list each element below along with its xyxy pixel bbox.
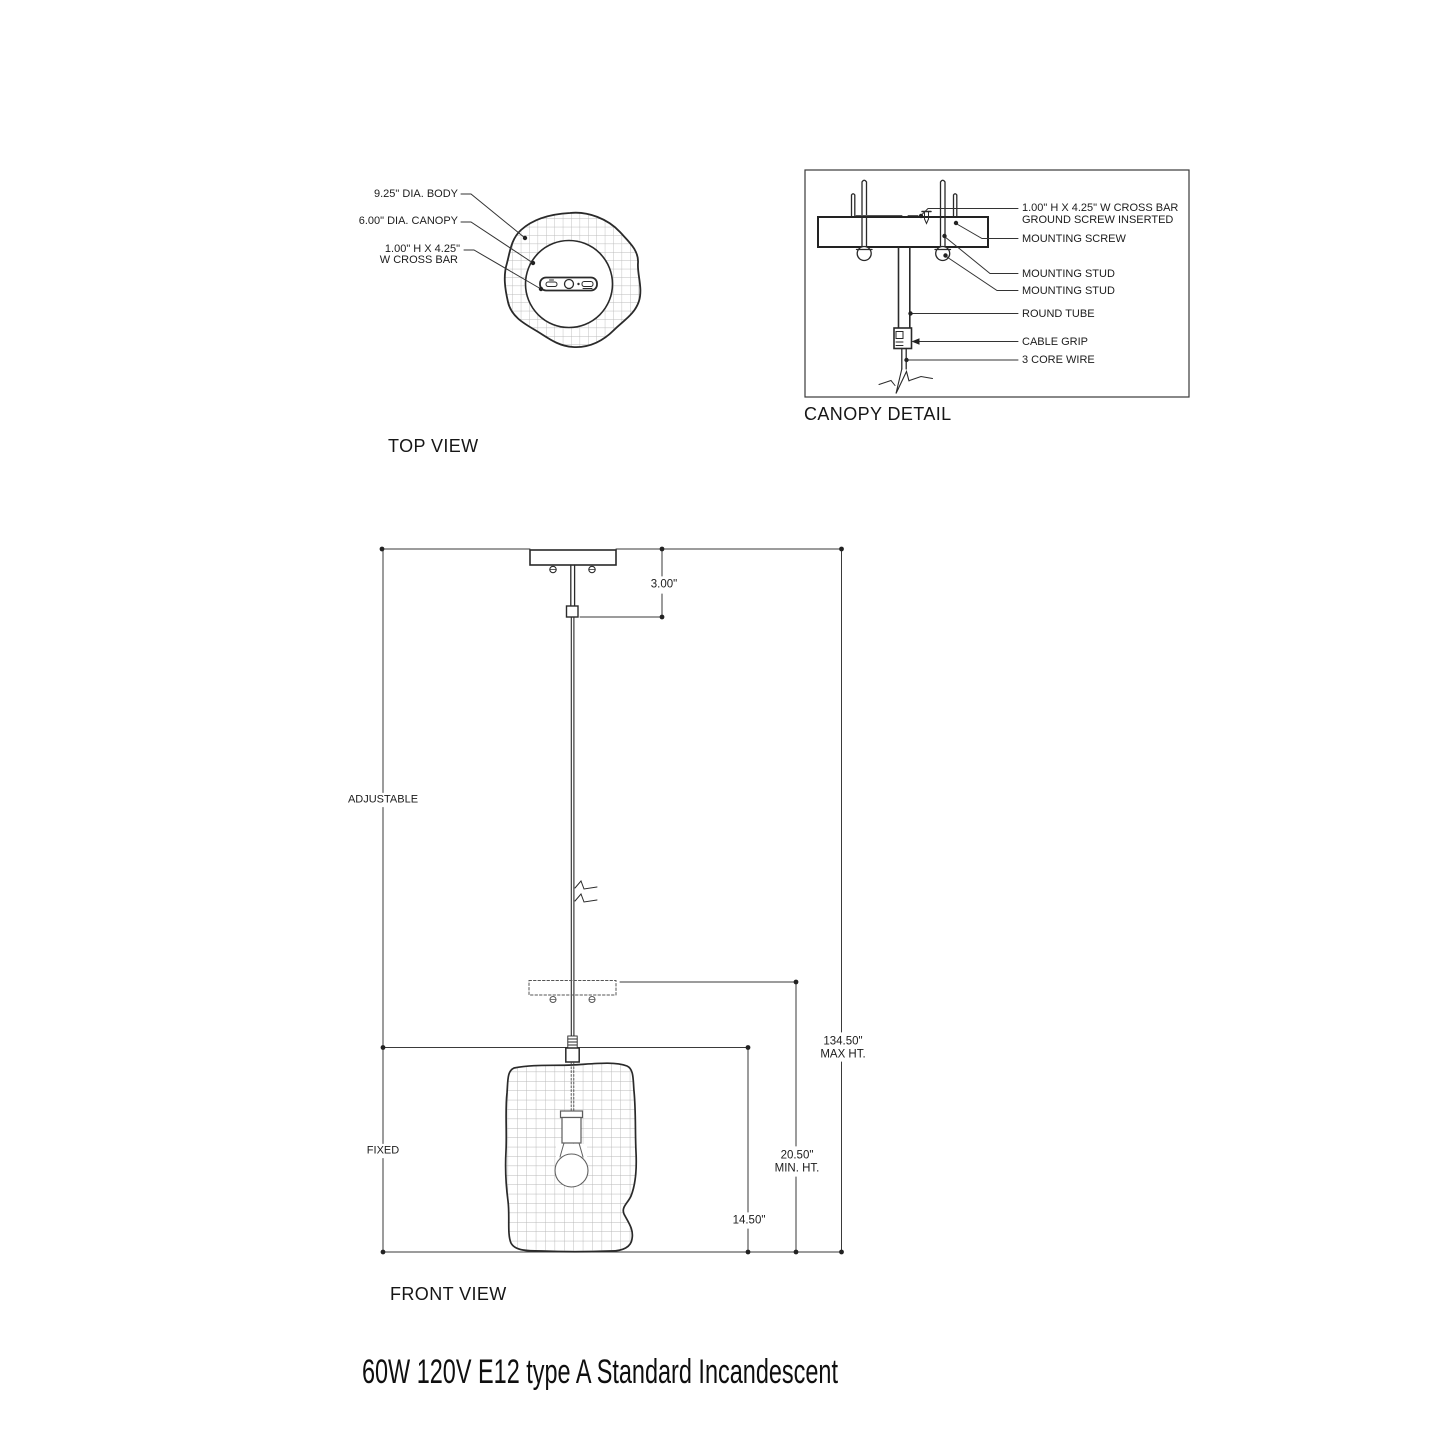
dim-min-height-value: 20.50" <box>780 1149 814 1162</box>
detail-label-mounting-stud-lower: MOUNTING STUD <box>1022 284 1115 297</box>
threaded-nipple <box>568 1036 577 1048</box>
front-view-caption: FRONT VIEW <box>390 1284 507 1304</box>
shade-connector <box>566 1048 579 1062</box>
cross-bar-top <box>540 278 597 291</box>
top-view-label-crossbar-line2: W CROSS BAR <box>379 253 458 266</box>
lamp-spec-title-wrap <box>0 1352 1200 1392</box>
bulb-socket <box>561 1111 583 1143</box>
detail-label-mounting-stud-upper: MOUNTING STUD <box>1022 267 1115 280</box>
top-view-label-canopy: 6.00" DIA. CANOPY <box>358 214 458 227</box>
round-tube <box>899 247 910 328</box>
detail-label-crossbar-line1: 1.00" H X 4.25" W CROSS BAR <box>1022 201 1179 214</box>
dim-adjustable-label: ADJUSTABLE <box>347 793 419 806</box>
detail-label-round-tube: ROUND TUBE <box>1022 307 1095 320</box>
top-view-label-body: 9.25" DIA. BODY <box>374 188 458 200</box>
suspension-wire <box>571 617 597 1036</box>
dim-fixed-label: FIXED <box>366 1144 400 1157</box>
front-view-drawing <box>380 547 844 1255</box>
top-view-caption: TOP VIEW <box>388 436 479 456</box>
core-wire <box>879 349 933 394</box>
top-view-label-crossbar-line1: 1.00" H X 4.25" <box>384 242 460 255</box>
dim-canopy-drop: 3.00" <box>650 578 678 591</box>
dim-max-height-value: 134.50" <box>823 1035 863 1048</box>
stem-connector <box>567 606 579 617</box>
dim-max-height-suffix: MAX HT. <box>820 1048 866 1060</box>
canopy-detail-caption: CANOPY DETAIL <box>804 404 952 424</box>
canopy-screws <box>550 566 595 572</box>
canopy-bar <box>818 217 988 247</box>
lamp-spec-title: 60W 120V E12 type A Standard Incandescent <box>361 1353 839 1391</box>
detail-label-core-wire: 3 CORE WIRE <box>1022 353 1095 366</box>
detail-label-cable-grip: CABLE GRIP <box>1022 335 1089 348</box>
top-view-drawing <box>461 194 640 347</box>
ceiling-canopy <box>530 550 616 565</box>
detail-label-crossbar-line2: GROUND SCREW INSERTED <box>1022 214 1174 226</box>
dim-min-height-suffix: MIN. HT. <box>774 1162 820 1175</box>
detail-label-mounting-screw: MOUNTING SCREW <box>1022 232 1126 245</box>
min-height-canopy <box>529 981 616 996</box>
bulb-icon <box>555 1154 588 1187</box>
cable-grip <box>894 328 912 349</box>
dim-body-height: 14.50" <box>732 1214 766 1227</box>
